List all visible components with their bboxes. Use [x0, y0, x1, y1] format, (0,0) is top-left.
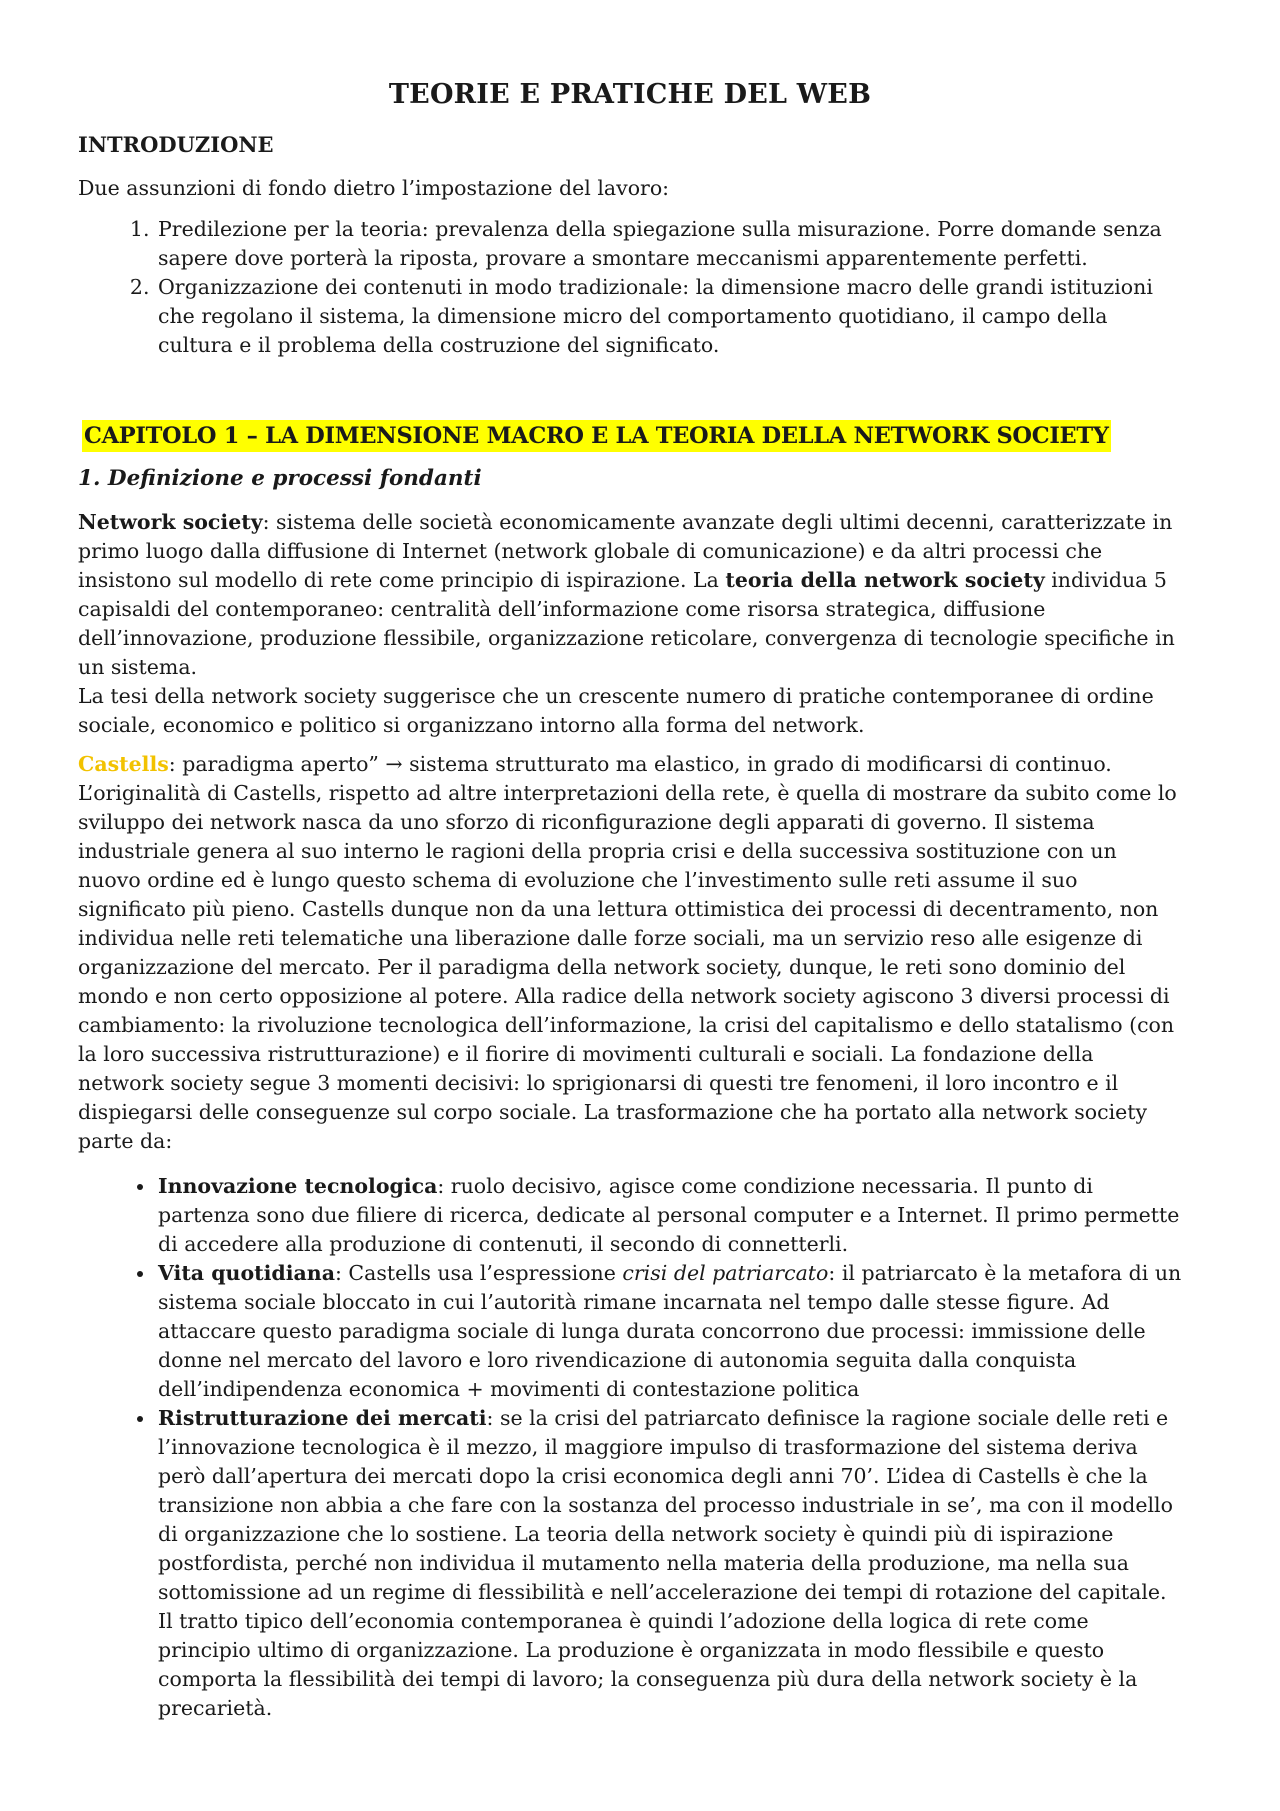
term-network-society: Network society [78, 510, 263, 534]
document-title: TEORIE E PRATICHE DEL WEB [388, 79, 872, 110]
bullet-text: : se la crisi del patriarcato definisce la ragione sociale delle reti e l’innovazione tecnologica è il mezzo, il maggiore impulso di trasformazione del sistema deriva però dall’apertura dei mercati dopo la crisi economica degli anni 70’. L’idea di Castells è che la transizione non abbia a che fare con la sostanza del processo industriale in se’, ma con il modello di organizzazione che lo sostiene. La teoria della network society è quindi più di ispirazione postfordista, perché non individua il mutamento nella materia della produzione, ma nella sua sottomissione ad un regime di flessibilità e nell’accelerazione dei tempi di rotazione del capitale. [158, 1406, 1173, 1604]
paragraph-text: individua 5 capisaldi del contemporaneo: centralità dell’informazione come risorsa strategica, diffusione dell’innovazione, produzione flessibile, organizzazione reticolare, convergenza di tecnologie specifiche in un sistema. [78, 568, 1175, 679]
list-item [156, 1404, 1182, 1723]
paragraph-text: sistema strutturato ma elastico, in grado di modificarsi di continuo. L’originalità di Castells, rispetto ad altre interpretazioni della rete, è quella di mostrare da subito come lo sviluppo dei network nasca da uno sforzo di riconfigurazione degli apparati di governo. Il sistema industriale genera al suo interno le ragioni della propria crisi e della successiva sostituzione con un nuovo ordine ed è lungo questo schema di evoluzione che l’investimento sulle reti assume il suo significato più pieno. Castells dunque non da una lettura ottimistica dei processi di decentramento, non individua nelle reti telematiche una liberazione dalle forze sociali, ma un servizio reso alle esigenze di organizzazione del mercato. Per il paradigma della network society, dunque, le reti sono dominio del mondo e non certo opposizione al potere. Alla radice della network society agiscono 3 diversi processi di cambiamento: la rivoluzione tecnologica dell’informazione, la crisi del capitalismo e dello statalismo (con la loro successiva ristrutturazione) e il fiorire di movimenti culturali e sociali. La fondazione della network society segue 3 momenti decisivi: lo sprigionarsi di questi tre fenomeni, il loro incontro e il dispiegarsi delle conseguenze sul corpo sociale. La trasformazione che ha portato alla network society parte da: [78, 752, 1177, 1153]
term-teoria: teoria della network society [725, 568, 1045, 592]
intro-list-item: 2. Organizzazione dei contenuti in modo tradizionale: la dimensione macro delle grandi istituzioni che regolano il sistema, la dimensione micro del comportamento quotidiano, il campo della cultura e il problema della costruzione del significato. [156, 273, 1182, 360]
intro-heading: INTRODUZIONE [78, 132, 274, 157]
list-item [156, 1259, 1182, 1404]
intro-list-item: 1. Predilezione per la teoria: prevalenza della spiegazione sulla misurazione. Porre domande senza sapere dove porterà la riposta, provare a smontare meccanismi apparentemente perfetti. [156, 215, 1182, 273]
chapter-heading: CAPITOLO 1 – LA DIMENSIONE MACRO E LA TEORIA DELLA NETWORK SOCIETY [82, 420, 1111, 452]
section-title: 1. Definizione e processi fondanti [78, 466, 482, 491]
bullet-list [78, 1172, 1182, 1723]
paragraph-network-society [78, 508, 1182, 740]
bullet-term: Vita quotidiana [158, 1261, 335, 1285]
paragraph-castells [78, 750, 1182, 1156]
bullet-text: : Castells usa l’espressione [334, 1261, 623, 1285]
castells-name: Castells [78, 752, 169, 776]
bullet-term: Ristrutturazione dei mercati [158, 1406, 487, 1430]
list-item [156, 1172, 1182, 1259]
intro-lead: Due assunzioni di fondo dietro l’impostazione del lavoro: [78, 176, 670, 200]
chapter-heading-wrap [78, 420, 1182, 452]
arrow-right-icon: → [385, 752, 403, 776]
bullet-text: Il tratto tipico dell’economia contemporanea è quindi l’adozione della logica di rete come principio ultimo di organizzazione. La produzione è organizzata in modo flessibile e questo comporta la flessibilità dei tempi di lavoro; la conseguenza più dura della network society è la precarietà. [158, 1609, 1138, 1720]
bullet-text: : ruolo decisivo, agisce come condizione necessaria. Il punto di partenza sono due filiere di ricerca, dedicate al personal computer e a Internet. Il primo permette di accedere alla produzione di contenuti, il secondo di connetterli. [158, 1174, 1180, 1256]
bullet-text: : il patriarcato è la metafora di un sistema sociale bloccato in cui l’autorità rimane incarnata nel tempo dalle stesse figure. Ad attaccare questo paradigma sociale di lunga durata concorrono due processi: immissione delle donne nel mercato del lavoro e loro rivendicazione di autonomia seguita dalla conquista dell’indipendenza economica + movimenti di contestazione politica [158, 1261, 1182, 1401]
paragraph-text: : paradigma aperto” [168, 752, 386, 776]
intro-list [78, 215, 1182, 360]
bullet-italic: crisi del patriarcato [622, 1261, 829, 1285]
paragraph-text: : sistema delle società economicamente avanzate degli ultimi decenni, caratterizzate in primo luogo dalla diffusione di Internet (network globale di comunicazione) e da altri processi che insistono sul modello di rete come principio di ispirazione. La [78, 510, 1173, 592]
bullet-term: Innovazione tecnologica [158, 1174, 438, 1198]
paragraph-text: La tesi della network society suggerisce che un crescente numero di pratiche contemporanee di ordine sociale, economico e politico si organizzano intorno alla forma del network. [78, 684, 1154, 737]
